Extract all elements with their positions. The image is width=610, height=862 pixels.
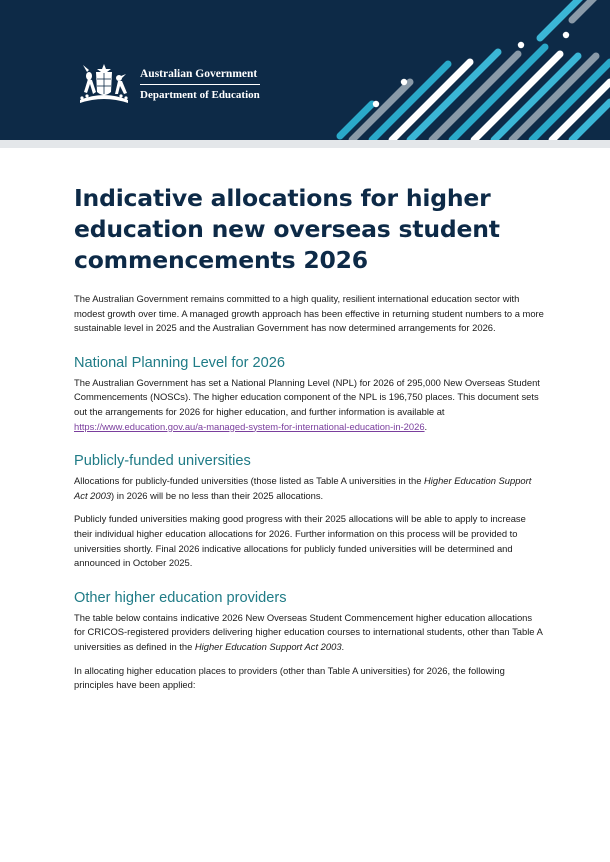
- other-paragraph-1: [74, 611, 544, 655]
- public-paragraph-2: Publicly funded universities making good progress with their 2025 allocations will be able to apply to increase their individual higher education allocations for 2026. Further information on this process will be provided to universities shortly. Final 2026 indicative allocations for publicly funded universities will be determined and announced in October 2025.: [74, 513, 526, 569]
- section-heading-public-universities: Publicly-funded universities: [74, 453, 251, 470]
- header-banner: [0, 0, 610, 140]
- page-title: Indicative allocations for higher education new overseas student commencements 2026: [74, 184, 500, 274]
- section-heading-other-providers: Other higher education providers: [74, 589, 287, 606]
- document-body: [74, 183, 544, 702]
- intro-paragraph: The Australian Government remains committed to a high quality, resilient international education sector with modest growth over time. A managed growth approach has been effective in returning student numbers to a more sustainable level in 2025 and the Australian Government has now determined arrangements for 2026.: [74, 293, 544, 334]
- government-label: Australian Government: [140, 67, 260, 85]
- section-heading-npl: National Planning Level for 2026: [74, 354, 285, 371]
- public-p1-text-a: Allocations for publicly-funded universities (those listed as Table A universities in the: [74, 475, 425, 487]
- other-p1-act-name: Higher Education Support Act 2003: [194, 640, 342, 652]
- public-p1-act-name: Higher Education Support Act 2003: [74, 475, 532, 501]
- government-logo: [74, 62, 260, 106]
- npl-text: The Australian Government has set a National Planning Level (NPL) for 2026 of 295,000 New Overseas Student Commencements (NOSCs). The higher education component of the NPL is 196,750 places. This document sets out the arrangements for 2026 for higher education, and further information is available at: [74, 376, 540, 417]
- other-p1-text-a: The table below contains indicative 2026 New Overseas Student Commencement higher education allocations for CRICOS-registered providers delivering higher education courses to international students, other than Table A universities as defined in the: [74, 611, 543, 652]
- npl-paragraph: [74, 376, 544, 434]
- other-paragraph-2: In allocating higher education places to providers (other than Table A universities) for 2026, the following principles have been applied:: [74, 664, 505, 691]
- banner-divider: [0, 140, 610, 148]
- coat-of-arms-icon: [74, 62, 134, 106]
- npl-after-link: .: [424, 420, 428, 432]
- public-paragraph-1: [74, 474, 544, 503]
- npl-info-link[interactable]: https://www.education.gov.au/a-managed-system-for-international-education-in-2026: [74, 420, 425, 432]
- department-label: Department of Education: [140, 88, 260, 101]
- public-p1-text-b: ) in 2026 will be no less than their 2025 allocations.: [111, 489, 324, 501]
- other-p1-text-b: .: [341, 640, 345, 652]
